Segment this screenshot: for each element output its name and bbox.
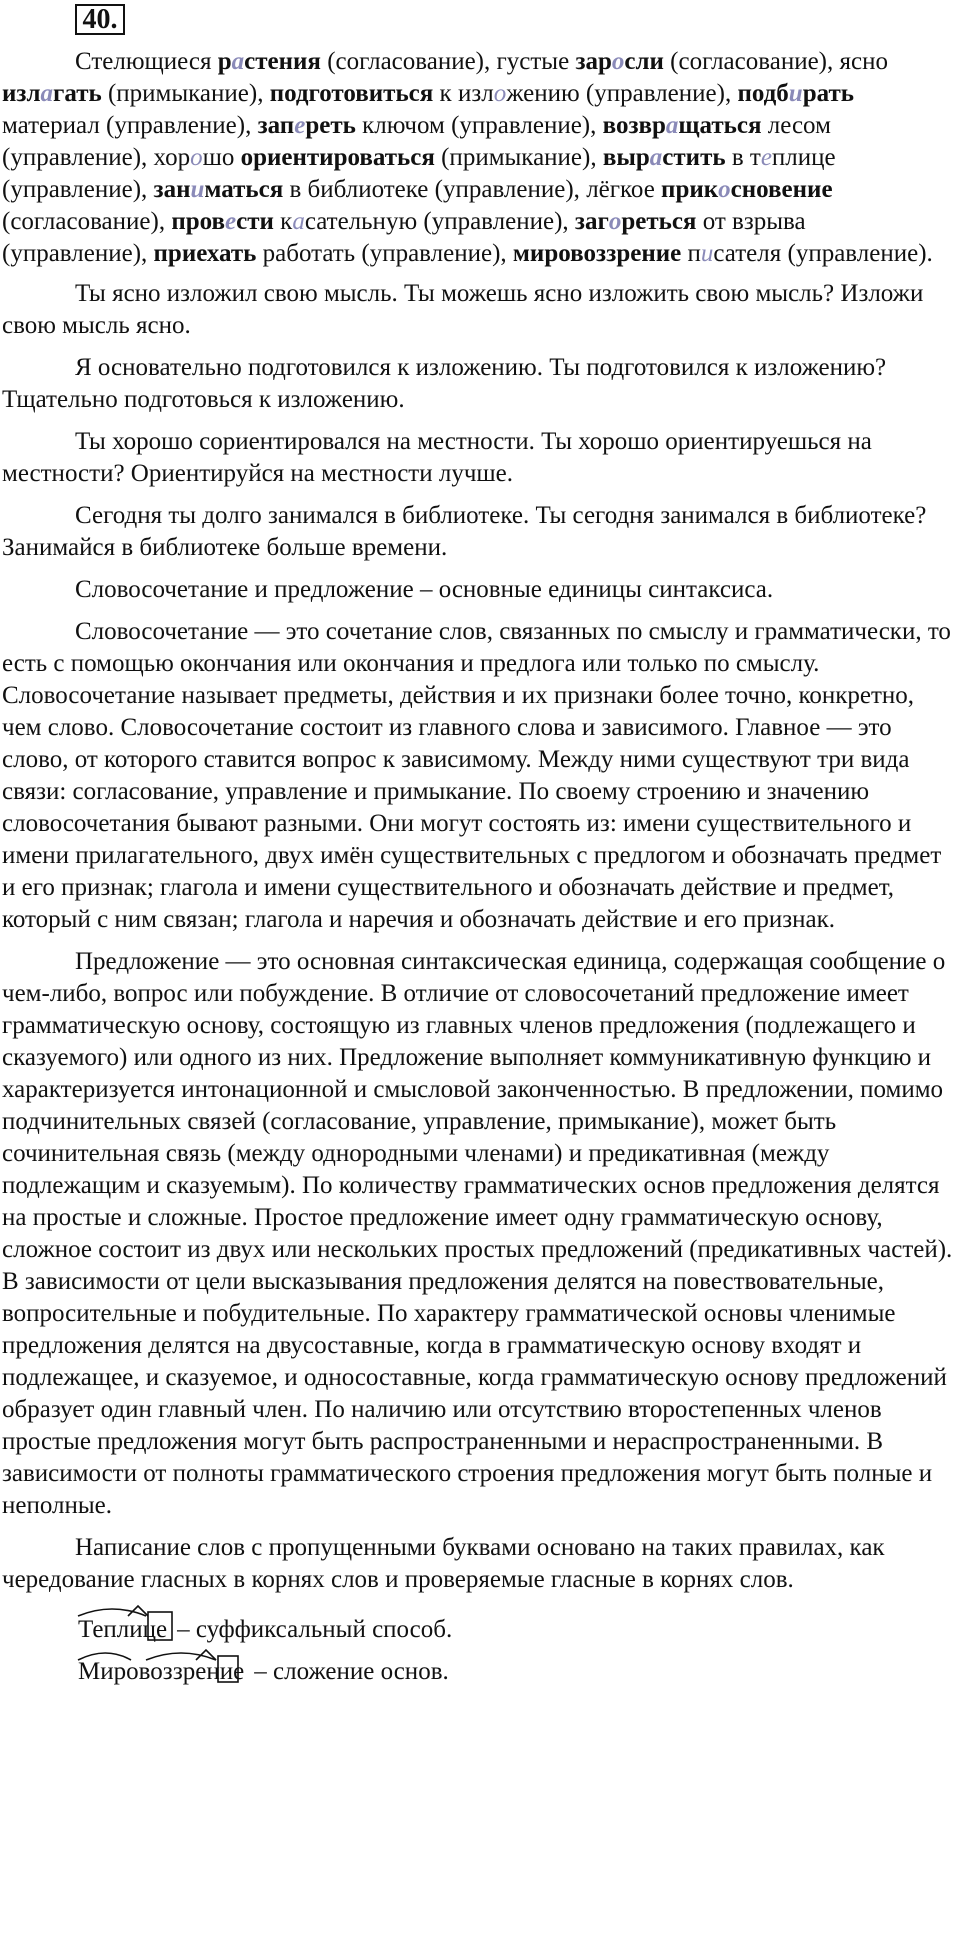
bold-word: растения — [217, 48, 321, 75]
paragraph-1: Ты ясно изложил свою мысль. Ты можешь ясно изложить свою мысль? Изложи свою мысль ясно. — [2, 280, 924, 339]
paragraph-3: Ты хорошо сориентировался на местности. Ты хорошо ориентируешься на местности? Ориентируйся на местности лучше. — [2, 428, 872, 487]
paragraph-2: Я основательно подготовился к изложению. Ты подготовился к изложению? Тщательно подготовься к изложению. — [2, 354, 887, 413]
bold-word: излагать — [2, 80, 102, 107]
bold-word: вырастить — [602, 144, 726, 171]
morpheme-marks — [76, 1604, 176, 1644]
bold-word: мировоззрение — [512, 240, 682, 267]
paragraph-5: Словосочетание и предложение – основные единицы синтаксиса. — [75, 576, 774, 603]
bold-word: прикосновение — [661, 176, 833, 203]
vowel-highlight: о — [611, 48, 625, 75]
vowel-highlight: е — [225, 208, 237, 235]
vowel-highlight: о — [608, 208, 622, 235]
vowel-highlight: а — [665, 112, 679, 139]
vowel-highlight: е — [294, 112, 306, 139]
morpheme-analysis-2 — [76, 1648, 954, 1688]
morpheme-word: Мировоззрение — [76, 1656, 246, 1688]
morpheme-word: Теплице — [76, 1614, 169, 1646]
morpheme-marks — [76, 1646, 241, 1686]
vowel-highlight: а — [649, 144, 663, 171]
bold-word: приехать — [153, 240, 257, 267]
paragraph-spelling-rules: Написание слов с пропущенными буквами основано на таких правилах, как чередование гласных в корнях слов и проверяемые гласные в корнях слов. — [2, 1534, 885, 1593]
exercise-content — [2, 46, 954, 1688]
paragraph-sentence-definition: Предложение — это основная синтаксическая единица, содержащая сообщение о чем-либо, вопрос или побуждение. В отличие от словосочетаний предложение имеет грамматическую основу, состоящую из главных членов предложения (подлежащего и сказуемого) или одного из них. Предложение выполняет коммуникативную функцию и характеризуется интонационной и смысловой законченностью. В предложении, помимо подчинительных связей (согласование, управление, примыкание), может быть сочинительная связь (между однородными членами) и предикативная (между подлежащим и сказуемым). По количеству грамматических основ предложения делятся на простые и сложные. Простое предложение имеет одну грамматическую основу, сложное состоит из двух или нескольких простых предложений (предикативных частей). В зависимости от цели высказывания предложения делятся на повествовательные, вопросительные и побудительные. По характеру грамматической основы членимые предложения делятся на двусоставные, когда в грамматическую основу входят и подлежащее, и сказуемое, и односоставные, когда грамматическую основу предложений образует один главный член. По наличию или отсутствию второстепенных членов простые предложения могут быть распространенными и нераспространенными. В зависимости от полноты грамматического строения предложения могут быть полные и неполные. — [2, 948, 953, 1519]
bold-word: загореться — [574, 208, 697, 235]
bold-word: заросли — [575, 48, 664, 75]
bold-word: провести — [171, 208, 274, 235]
vowel-highlight: и — [190, 176, 205, 203]
bold-word: подготовиться — [269, 80, 434, 107]
word-combinations-paragraph — [2, 46, 954, 270]
bold-word: запереть — [257, 112, 356, 139]
vowel-highlight: а — [40, 80, 53, 107]
paragraph-phrase-definition: Словосочетание — это сочетание слов, связанных по смыслу и грамматически, то есть с помощью окончания или окончания и предлога или только по смыслу. Словосочетание называет предметы, действия и их признаки более точно, конкретно, чем слово. Словосочетание состоит из главного слова и зависимого. Главное — это слово, от которого ставится вопрос к зависимому. Между ними существуют три вида связи: согласование, управление и примыкание. По своему строению и значению словосочетания бывают разными. Они могут состоять из: имени существительного и имени прилагательного, двух имён существительных с предлогом и обозначать предмет и его признак; глагола и имени существительного и обозначать действие и предмет, который с ним связан; глагола и наречия и обозначать действие и его признак. — [2, 618, 951, 933]
bold-word: ориентироваться — [240, 144, 435, 171]
vowel-highlight: е — [760, 144, 772, 171]
vowel-highlight: и — [700, 240, 714, 267]
word-combinations-text: Стелющиеся растения (согласование), густые заросли (согласование), ясно излагать (примыкание), подготовиться к изложению (управление), подбирать материал (управление), запереть ключом (управление), возвращаться лесом (управление), хорошо ориентироваться (примыкание), вырастить в теплице (управление), заниматься в библиотеке (управление), лёгкое прикосновение (согласование), провести касательную (управление), загореться от взрыва (управление), приехать работать (управление), мировоззрение писателя (управление). — [2, 48, 933, 267]
vowel-highlight: и — [788, 80, 803, 107]
vowel-highlight: а — [231, 48, 245, 75]
bold-word: заниматься — [153, 176, 284, 203]
text-run: Стелющиеся — [75, 48, 218, 75]
bold-word: возвращаться — [602, 112, 762, 139]
morpheme-analysis-1 — [76, 1606, 954, 1646]
vowel-highlight: а — [292, 208, 305, 235]
bold-word: подбирать — [737, 80, 854, 107]
morpheme-method: – суффиксальный способ. — [177, 1616, 453, 1643]
vowel-highlight: о — [718, 176, 731, 203]
vowel-highlight: о — [493, 80, 507, 107]
exercise-number: 40. — [75, 4, 125, 35]
vowel-highlight: о — [190, 144, 203, 171]
morpheme-method: – сложение основ. — [254, 1658, 449, 1685]
paragraph-4: Сегодня ты долго занимался в библиотеке. Ты сегодня занимался в библиотеке? Занимайся в библиотеке больше времени. — [2, 502, 927, 561]
